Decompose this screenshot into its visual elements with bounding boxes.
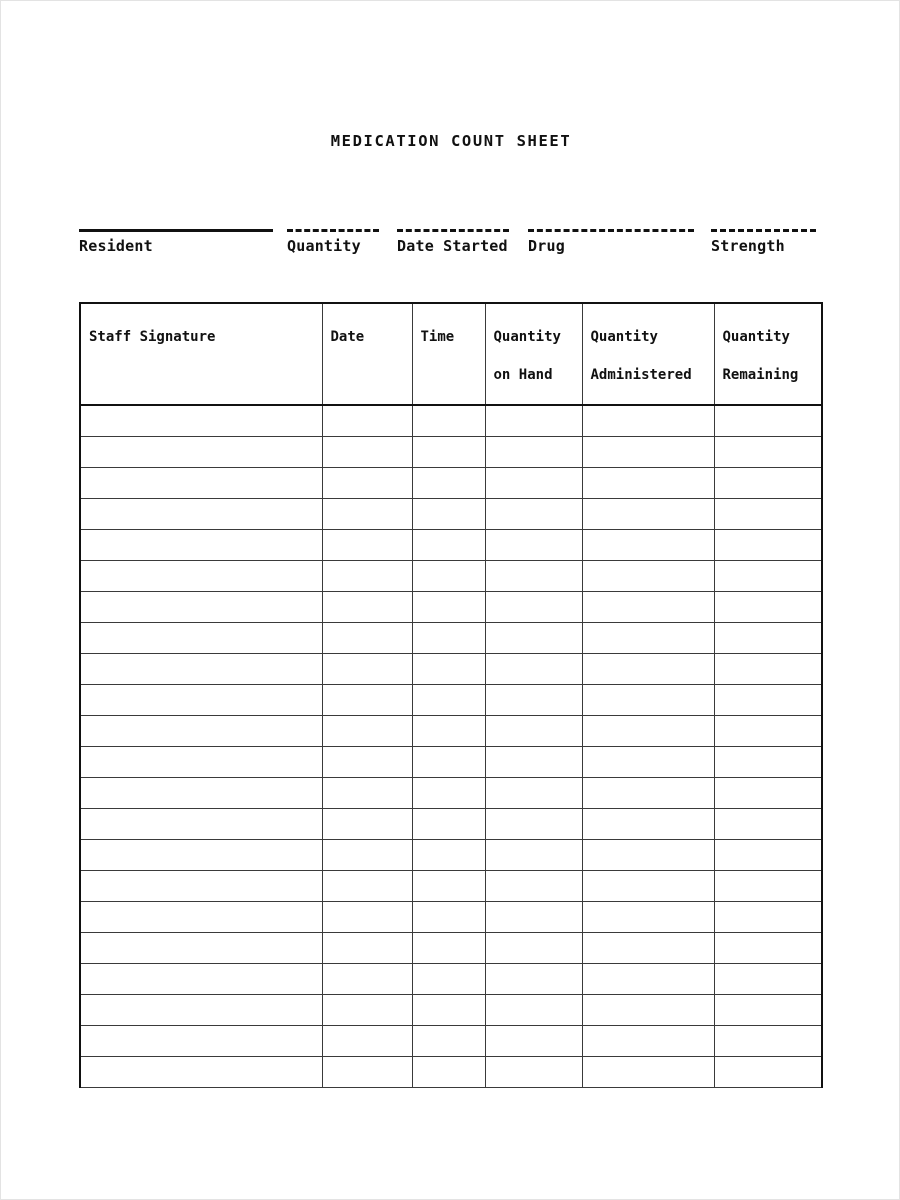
cell-quantity_on_hand[interactable] [485, 623, 582, 654]
table-row [80, 964, 822, 995]
cell-date[interactable] [322, 623, 412, 654]
cell-quantity_remaining[interactable] [714, 592, 822, 623]
table-row [80, 747, 822, 778]
cell-date[interactable] [322, 561, 412, 592]
cell-quantity_administered[interactable] [582, 530, 714, 561]
cell-date[interactable] [322, 530, 412, 561]
cell-staff_signature[interactable] [80, 499, 322, 530]
field-date-started-label: Date Started [397, 237, 508, 255]
cell-quantity_administered[interactable] [582, 1026, 714, 1057]
cell-date[interactable] [322, 871, 412, 902]
cell-quantity_remaining[interactable] [714, 809, 822, 840]
field-drug[interactable] [528, 229, 694, 257]
column-header-quantity-administered [582, 303, 714, 405]
cell-quantity_remaining[interactable] [714, 468, 822, 499]
cell-quantity_on_hand[interactable] [485, 809, 582, 840]
cell-quantity_on_hand[interactable] [485, 685, 582, 716]
table-row [80, 561, 822, 592]
cell-quantity_administered[interactable] [582, 871, 714, 902]
cell-quantity_on_hand[interactable] [485, 468, 582, 499]
field-drug-label: Drug [528, 237, 565, 255]
cell-time[interactable] [412, 778, 485, 809]
table-row [80, 499, 822, 530]
cell-quantity_remaining[interactable] [714, 405, 822, 437]
cell-staff_signature[interactable] [80, 902, 322, 933]
cell-quantity_on_hand[interactable] [485, 964, 582, 995]
table-row [80, 530, 822, 561]
cell-date[interactable] [322, 933, 412, 964]
cell-quantity_on_hand[interactable] [485, 747, 582, 778]
cell-staff_signature[interactable] [80, 747, 322, 778]
table-body [80, 405, 822, 1088]
cell-staff_signature[interactable] [80, 871, 322, 902]
column-header-line1: Date [330, 329, 365, 345]
column-header-quantity-on-hand [485, 303, 582, 405]
cell-quantity_administered[interactable] [582, 561, 714, 592]
cell-staff_signature[interactable] [80, 778, 322, 809]
cell-quantity_on_hand[interactable] [485, 778, 582, 809]
cell-staff_signature[interactable] [80, 1026, 322, 1057]
table-row [80, 902, 822, 933]
cell-quantity_administered[interactable] [582, 964, 714, 995]
cell-quantity_remaining[interactable] [714, 530, 822, 561]
cell-staff_signature[interactable] [80, 437, 322, 468]
cell-quantity_on_hand[interactable] [485, 840, 582, 871]
cell-date[interactable] [322, 995, 412, 1026]
table-row [80, 592, 822, 623]
cell-quantity_on_hand[interactable] [485, 437, 582, 468]
cell-quantity_on_hand[interactable] [485, 1026, 582, 1057]
cell-quantity_on_hand[interactable] [485, 530, 582, 561]
cell-quantity_on_hand[interactable] [485, 1057, 582, 1088]
cell-quantity_administered[interactable] [582, 840, 714, 871]
cell-date[interactable] [322, 840, 412, 871]
field-date-started-rule[interactable] [397, 229, 509, 232]
cell-date[interactable] [322, 809, 412, 840]
column-header-time [412, 303, 485, 405]
cell-date[interactable] [322, 1057, 412, 1088]
cell-quantity_on_hand[interactable] [485, 654, 582, 685]
cell-date[interactable] [322, 468, 412, 499]
cell-quantity_remaining[interactable] [714, 561, 822, 592]
field-quantity[interactable] [287, 229, 379, 257]
cell-staff_signature[interactable] [80, 592, 322, 623]
table-row [80, 933, 822, 964]
page-title: MEDICATION COUNT SHEET [330, 132, 572, 150]
cell-time[interactable] [412, 840, 485, 871]
column-header-line1: Quantity [493, 329, 561, 345]
cell-quantity_remaining[interactable] [714, 902, 822, 933]
cell-staff_signature[interactable] [80, 405, 322, 437]
field-strength[interactable] [711, 229, 816, 257]
field-strength-rule[interactable] [711, 229, 816, 232]
cell-quantity_on_hand[interactable] [485, 902, 582, 933]
cell-time[interactable] [412, 809, 485, 840]
cell-quantity_remaining[interactable] [714, 964, 822, 995]
cell-quantity_administered[interactable] [582, 437, 714, 468]
cell-staff_signature[interactable] [80, 654, 322, 685]
cell-date[interactable] [322, 499, 412, 530]
medication-count-table [79, 302, 823, 1088]
cell-quantity_remaining[interactable] [714, 1026, 822, 1057]
cell-quantity_administered[interactable] [582, 499, 714, 530]
cell-date[interactable] [322, 654, 412, 685]
cell-quantity_on_hand[interactable] [485, 405, 582, 437]
cell-quantity_administered[interactable] [582, 1057, 714, 1088]
cell-quantity_remaining[interactable] [714, 871, 822, 902]
cell-quantity_administered[interactable] [582, 778, 714, 809]
column-header-line1: Quantity [590, 329, 658, 345]
form-field-row [79, 229, 824, 277]
cell-staff_signature[interactable] [80, 530, 322, 561]
cell-quantity_on_hand[interactable] [485, 561, 582, 592]
cell-staff_signature[interactable] [80, 809, 322, 840]
column-header-date [322, 303, 412, 405]
cell-quantity_remaining[interactable] [714, 1057, 822, 1088]
cell-quantity_administered[interactable] [582, 933, 714, 964]
cell-quantity_administered[interactable] [582, 902, 714, 933]
cell-quantity_administered[interactable] [582, 468, 714, 499]
table-header-row [80, 303, 822, 405]
cell-staff_signature[interactable] [80, 964, 322, 995]
table-row [80, 840, 822, 871]
cell-time[interactable] [412, 964, 485, 995]
column-header-line1: Quantity [722, 329, 790, 345]
cell-quantity_on_hand[interactable] [485, 871, 582, 902]
cell-staff_signature[interactable] [80, 933, 322, 964]
cell-date[interactable] [322, 592, 412, 623]
cell-time[interactable] [412, 623, 485, 654]
cell-time[interactable] [412, 437, 485, 468]
cell-quantity_on_hand[interactable] [485, 995, 582, 1026]
cell-quantity_remaining[interactable] [714, 685, 822, 716]
column-header-quantity-remaining [714, 303, 822, 405]
table-row [80, 468, 822, 499]
cell-staff_signature[interactable] [80, 468, 322, 499]
column-header-line1: Time [420, 329, 455, 345]
cell-quantity_remaining[interactable] [714, 437, 822, 468]
cell-quantity_administered[interactable] [582, 995, 714, 1026]
cell-staff_signature[interactable] [80, 716, 322, 747]
cell-time[interactable] [412, 1026, 485, 1057]
cell-date[interactable] [322, 778, 412, 809]
cell-quantity_on_hand[interactable] [485, 716, 582, 747]
cell-quantity_administered[interactable] [582, 716, 714, 747]
cell-quantity_remaining[interactable] [714, 747, 822, 778]
table-row [80, 809, 822, 840]
cell-quantity_administered[interactable] [582, 592, 714, 623]
cell-quantity_administered[interactable] [582, 405, 714, 437]
table-row [80, 685, 822, 716]
column-header-staff-signature [80, 303, 322, 405]
cell-time[interactable] [412, 405, 485, 437]
field-strength-label: Strength [711, 237, 785, 255]
cell-date[interactable] [322, 437, 412, 468]
cell-date[interactable] [322, 716, 412, 747]
field-drug-rule[interactable] [528, 229, 694, 232]
cell-quantity_on_hand[interactable] [485, 592, 582, 623]
cell-staff_signature[interactable] [80, 685, 322, 716]
cell-staff_signature[interactable] [80, 1057, 322, 1088]
table-row [80, 1026, 822, 1057]
cell-quantity_remaining[interactable] [714, 654, 822, 685]
table-row [80, 716, 822, 747]
cell-date[interactable] [322, 964, 412, 995]
cell-date[interactable] [322, 405, 412, 437]
table-row [80, 1057, 822, 1088]
column-header-line1: Staff Signature [89, 329, 216, 345]
field-date-started[interactable] [397, 229, 509, 257]
cell-quantity_administered[interactable] [582, 654, 714, 685]
table-row [80, 405, 822, 437]
cell-quantity_remaining[interactable] [714, 499, 822, 530]
cell-quantity_remaining[interactable] [714, 716, 822, 747]
cell-quantity_remaining[interactable] [714, 995, 822, 1026]
field-resident-label: Resident [79, 237, 153, 255]
cell-time[interactable] [412, 592, 485, 623]
cell-time[interactable] [412, 468, 485, 499]
cell-time[interactable] [412, 499, 485, 530]
cell-quantity_on_hand[interactable] [485, 933, 582, 964]
cell-time[interactable] [412, 1057, 485, 1088]
cell-quantity_administered[interactable] [582, 623, 714, 654]
cell-quantity_administered[interactable] [582, 809, 714, 840]
column-header-line2: on Hand [493, 367, 553, 383]
table-row [80, 654, 822, 685]
cell-quantity_remaining[interactable] [714, 778, 822, 809]
cell-staff_signature[interactable] [80, 840, 322, 871]
table-row [80, 778, 822, 809]
cell-quantity_on_hand[interactable] [485, 499, 582, 530]
field-resident-rule[interactable] [79, 229, 273, 232]
table-row [80, 437, 822, 468]
column-header-line2: Remaining [722, 367, 799, 383]
cell-time[interactable] [412, 530, 485, 561]
cell-date[interactable] [322, 1026, 412, 1057]
field-resident[interactable] [79, 229, 273, 257]
cell-time[interactable] [412, 685, 485, 716]
cell-quantity_remaining[interactable] [714, 933, 822, 964]
column-header-line2: Administered [590, 367, 692, 383]
cell-staff_signature[interactable] [80, 561, 322, 592]
cell-time[interactable] [412, 561, 485, 592]
cell-time[interactable] [412, 902, 485, 933]
cell-time[interactable] [412, 654, 485, 685]
cell-time[interactable] [412, 716, 485, 747]
cell-time[interactable] [412, 871, 485, 902]
table-row [80, 623, 822, 654]
table-row [80, 995, 822, 1026]
cell-quantity_administered[interactable] [582, 747, 714, 778]
cell-staff_signature[interactable] [80, 995, 322, 1026]
cell-quantity_administered[interactable] [582, 685, 714, 716]
cell-time[interactable] [412, 933, 485, 964]
cell-staff_signature[interactable] [80, 623, 322, 654]
cell-date[interactable] [322, 747, 412, 778]
cell-time[interactable] [412, 747, 485, 778]
table-row [80, 871, 822, 902]
field-quantity-label: Quantity [287, 237, 361, 255]
cell-time[interactable] [412, 995, 485, 1026]
cell-date[interactable] [322, 902, 412, 933]
cell-date[interactable] [322, 685, 412, 716]
cell-quantity_remaining[interactable] [714, 840, 822, 871]
field-quantity-rule[interactable] [287, 229, 379, 232]
cell-quantity_remaining[interactable] [714, 623, 822, 654]
